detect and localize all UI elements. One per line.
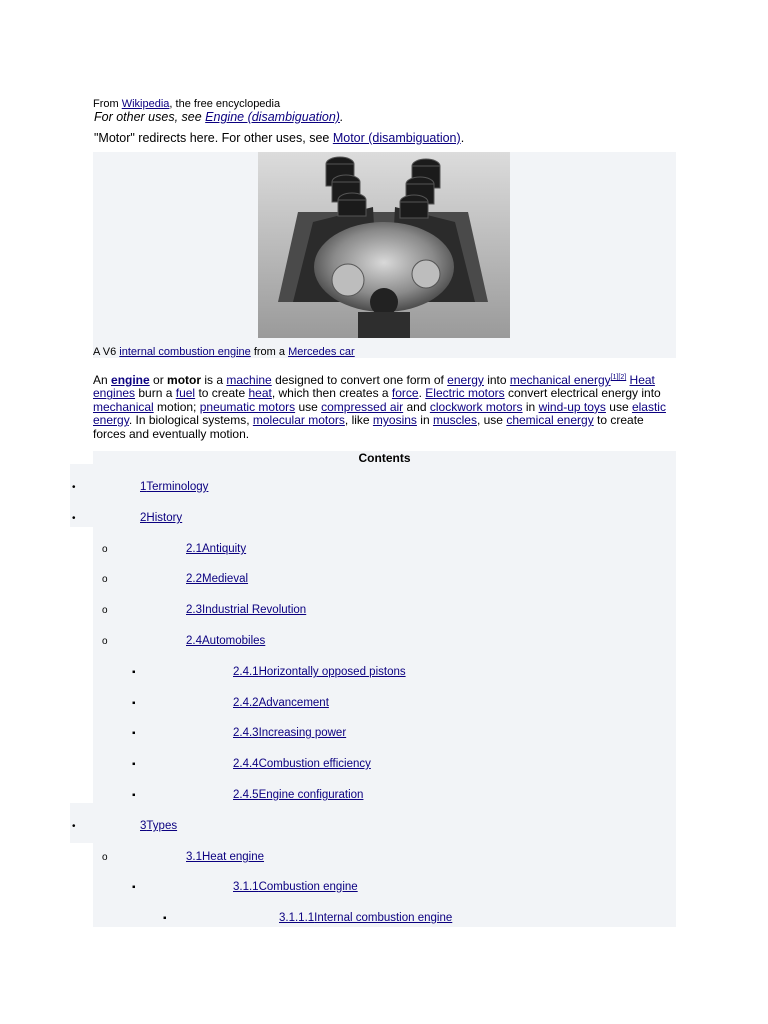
motor-disambiguation-link[interactable]: Motor (disambiguation) (332, 131, 461, 145)
toc-number: 3 (140, 820, 147, 832)
citation-link[interactable]: [1][2] (610, 374, 627, 381)
mechanical-link[interactable]: mechanical (93, 399, 154, 414)
engine-disambiguation-link[interactable]: Engine (disambiguation) (205, 110, 340, 124)
toc-bullet: o (102, 852, 108, 863)
lead-text: motion; (153, 399, 200, 414)
wind-up-toys-link[interactable]: wind-up toys (538, 399, 606, 414)
toc-item-2-2[interactable] (186, 573, 248, 585)
toc-number: 2.4.4 (233, 758, 259, 770)
lead-text: burn a (135, 386, 176, 401)
toc-number: 2.1 (186, 543, 202, 555)
infobox-figure (93, 152, 676, 358)
toc-bullet: ▪ (132, 667, 136, 678)
toc-bullet: ▪ (132, 698, 136, 709)
mercedes-car-link[interactable]: Mercedes car (288, 346, 355, 358)
hatnote-motor (94, 131, 464, 145)
v6-engine-image[interactable] (258, 152, 510, 338)
toc-label: Combustion efficiency (258, 758, 371, 770)
toc-label: Industrial Revolution (202, 604, 307, 616)
wikipedia-link[interactable]: Wikipedia (121, 98, 170, 110)
toc-bullet: ▪ (132, 882, 136, 893)
toc-item-3-1-1[interactable] (233, 881, 358, 893)
muscles-link[interactable]: muscles (432, 413, 477, 428)
toc-number: 2.2 (186, 573, 202, 585)
toc-number: 2.4.2 (233, 697, 259, 709)
toc-bullet: • (72, 821, 76, 832)
lead-text: use (295, 399, 322, 414)
toc-item-2-4-4[interactable] (233, 758, 371, 770)
toc-item-2-4-2[interactable] (233, 697, 329, 709)
toc-bullet: ▪ (163, 913, 167, 924)
toc-item-2-3[interactable] (186, 604, 306, 616)
toc-label: Advancement (258, 697, 329, 709)
hatnote-prefix: "Motor" redirects here. For other uses, see (94, 131, 333, 145)
toc-bullet: ▪ (132, 728, 136, 739)
toc-label: Medieval (202, 573, 249, 585)
toc-label: Combustion engine (258, 881, 358, 893)
toc-bullet: o (102, 574, 108, 585)
toc-number: 2.3 (186, 604, 202, 616)
lead-text: . (418, 386, 426, 401)
lead-text: convert electrical energy into (504, 386, 661, 401)
lead-text: designed to convert one form of (271, 373, 448, 387)
engine-link[interactable] (111, 373, 150, 387)
pneumatic-motors-link[interactable]: pneumatic motors (199, 399, 296, 414)
article-source-line (93, 98, 280, 110)
lead-text: or (149, 373, 168, 387)
toc-bullet: • (72, 513, 76, 524)
molecular-motors-link[interactable]: molecular motors (252, 413, 345, 428)
chemical-energy-link[interactable]: chemical energy (506, 413, 594, 428)
toc-item-2-4-5[interactable] (233, 789, 363, 801)
lead-paragraph (93, 371, 676, 441)
from-suffix: , the free encyclopedia (169, 98, 281, 110)
toc-label: Internal combustion engine (314, 912, 453, 924)
lead-text: in (416, 413, 433, 428)
engine-term: engine (111, 373, 150, 387)
toc-item-2-4[interactable] (186, 635, 265, 647)
lead-text: , use (476, 413, 507, 428)
caption-prefix: A V6 (93, 346, 120, 358)
toc-item-3-1-1-1[interactable] (279, 912, 452, 924)
fuel-link[interactable]: fuel (175, 386, 196, 401)
lead-text: . In biological systems, (128, 413, 253, 428)
toc-item-3-1[interactable] (186, 851, 264, 863)
clockwork-motors-link[interactable]: clockwork motors (429, 399, 523, 414)
hatnote-suffix: . (339, 110, 344, 124)
toc-number: 2.4 (186, 635, 202, 647)
toc-number: 2 (140, 512, 147, 524)
toc-number: 2.4.5 (233, 789, 259, 801)
toc-bullet: o (102, 636, 108, 647)
toc-label: Engine configuration (258, 789, 364, 801)
lead-text: into (483, 373, 510, 387)
compressed-air-link[interactable]: compressed air (321, 399, 404, 414)
toc-bullet: o (102, 544, 108, 555)
toc-label: Increasing power (258, 727, 347, 739)
internal-combustion-engine-link[interactable]: internal combustion engine (119, 346, 251, 358)
toc-item-2-1[interactable] (186, 543, 246, 555)
toc-label: Types (146, 820, 178, 832)
toc-label: History (146, 512, 183, 524)
toc-label: Heat engine (202, 851, 265, 863)
toc-label: Automobiles (202, 635, 266, 647)
lead-text: An (93, 373, 112, 387)
elastic-energy-link[interactable]: elastic energy (93, 399, 666, 428)
toc-item-3[interactable] (140, 820, 177, 832)
toc-label: Terminology (146, 481, 209, 493)
lead-text: , which then creates a (271, 386, 392, 401)
toc-bullet: ▪ (132, 790, 136, 801)
toc-number: 1 (140, 481, 147, 493)
toc-label: Antiquity (202, 543, 247, 555)
lead-text: , like (344, 413, 373, 428)
lead-text: to create forces and eventually motion. (93, 413, 644, 441)
energy-link[interactable]: energy (447, 373, 484, 387)
mechanical-energy-link[interactable]: mechanical energy (509, 373, 611, 387)
heat-link[interactable]: heat (248, 386, 272, 401)
force-link[interactable]: force (391, 386, 419, 401)
toc-bullet: • (72, 482, 76, 493)
hatnote-prefix: For other uses, see (94, 110, 206, 124)
motor-term: motor (167, 373, 202, 387)
lead-text: to create (195, 386, 249, 401)
toc-item-2-4-3[interactable] (233, 727, 346, 739)
heat-engines-link[interactable]: Heat engines (93, 373, 655, 401)
toc-label: Horizontally opposed pistons (258, 666, 406, 678)
electric-motors-link[interactable]: Electric motors (425, 386, 505, 401)
toc-number: 3.1.1.1 (279, 912, 315, 924)
myosins-link[interactable]: myosins (372, 413, 417, 428)
caption-mid: from a (250, 346, 289, 358)
lead-text: is a (201, 373, 227, 387)
toc-item-2[interactable] (140, 512, 182, 524)
toc-number: 3.1 (186, 851, 202, 863)
toc-number: 2.4.1 (233, 666, 259, 678)
figure-caption (93, 346, 355, 358)
hatnote-suffix: . (460, 131, 465, 145)
hatnote-engine (94, 110, 343, 124)
toc-item-1[interactable] (140, 481, 208, 493)
lead-text: use (605, 399, 632, 414)
toc-number: 3.1.1 (233, 881, 259, 893)
lead-text: and (403, 399, 430, 414)
toc-bullet: ▪ (132, 759, 136, 770)
toc-number: 2.4.3 (233, 727, 259, 739)
lead-text: in (522, 399, 539, 414)
toc-title: Contents (358, 451, 411, 465)
machine-link[interactable]: machine (226, 373, 272, 387)
toc-bullet: o (102, 605, 108, 616)
toc-item-2-4-1[interactable] (233, 666, 406, 678)
from-prefix: From (93, 98, 122, 110)
